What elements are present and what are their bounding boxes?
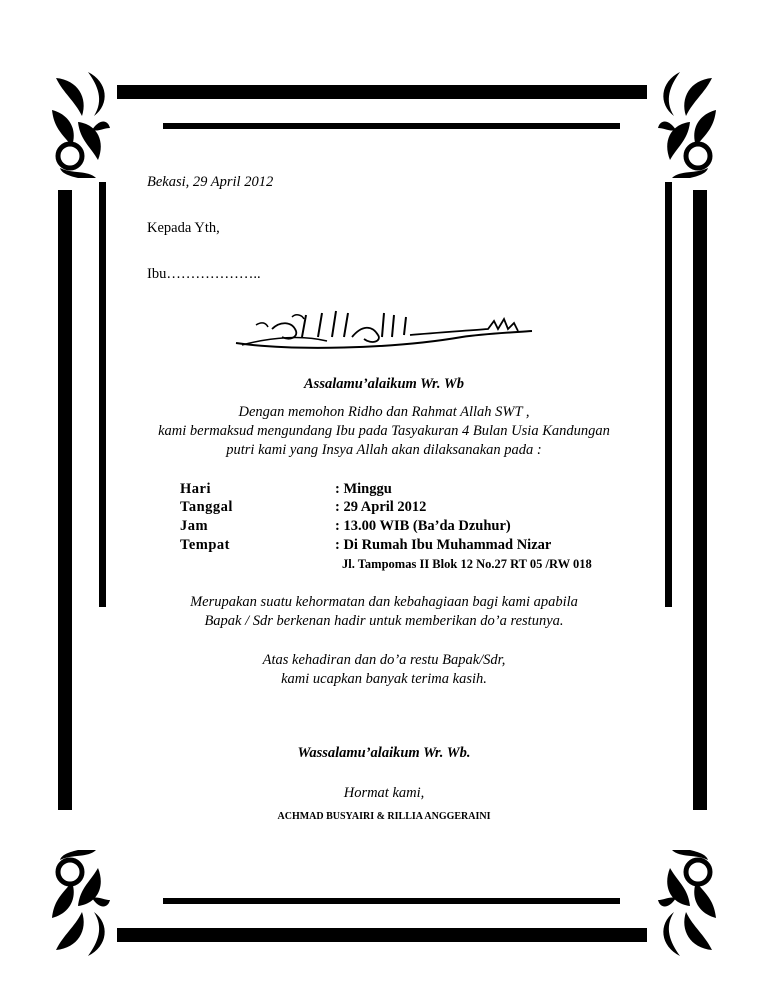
signatories: ACHMAD BUSYAIRI & RILLIA ANGGERAINI (277, 811, 491, 822)
intro-line: kami bermaksud mengundang Ibu pada Tasyakuran 4 Bulan Usia Kandungan (158, 423, 610, 439)
border-left-thin (99, 182, 106, 607)
recipient-name: Ibu……………….. (147, 266, 261, 282)
greeting: Assalamu’alaikum Wr. Wb (304, 376, 464, 392)
closing-greeting: Wassalamu’alaikum Wr. Wb. (297, 745, 471, 761)
basmala-calligraphy (232, 307, 536, 353)
detail-label-tempat: Tempat (180, 537, 230, 553)
corner-ornament-top-left-icon (48, 70, 112, 180)
border-bottom-thick (117, 928, 647, 942)
border-top-thick (117, 85, 647, 99)
corner-ornament-bottom-left-icon (48, 848, 112, 958)
border-right-thick (693, 190, 707, 810)
detail-label-tanggal: Tanggal (180, 499, 233, 515)
border-right-thin (665, 182, 672, 607)
recipient-label: Kepada Yth, (147, 220, 220, 236)
honor-line: Bapak / Sdr berkenan hadir untuk memberikan do’a restunya. (204, 613, 564, 629)
intro-line: Dengan memohon Ridho dan Rahmat Allah SWT , (238, 404, 530, 420)
intro-line: putri kami yang Insya Allah akan dilaksanakan pada : (226, 442, 542, 458)
place-date: Bekasi, 29 April 2012 (147, 174, 274, 190)
border-top-thin (163, 123, 620, 129)
detail-value-tanggal: : 29 April 2012 (335, 499, 427, 515)
venue-address: Jl. Tampomas II Blok 12 No.27 RT 05 /RW 018 (342, 557, 592, 571)
detail-value-hari: : Minggu (335, 481, 392, 497)
corner-ornament-top-right-icon (656, 70, 720, 180)
detail-value-tempat: : Di Rumah Ibu Muhammad Nizar (335, 537, 552, 553)
regards: Hormat kami, (343, 785, 425, 801)
detail-label-hari: Hari (180, 481, 211, 497)
thanks-line: kami ucapkan banyak terima kasih. (281, 671, 487, 687)
border-bottom-thin (163, 898, 620, 904)
detail-value-jam: : 13.00 WIB (Ba’da Dzuhur) (335, 518, 511, 534)
thanks-line: Atas kehadiran dan do’a restu Bapak/Sdr, (262, 652, 506, 668)
honor-line: Merupakan suatu kehormatan dan kebahagiaan bagi kami apabila (190, 594, 578, 610)
border-left-thick (58, 190, 72, 810)
corner-ornament-bottom-right-icon (656, 848, 720, 958)
detail-label-jam: Jam (180, 518, 209, 534)
